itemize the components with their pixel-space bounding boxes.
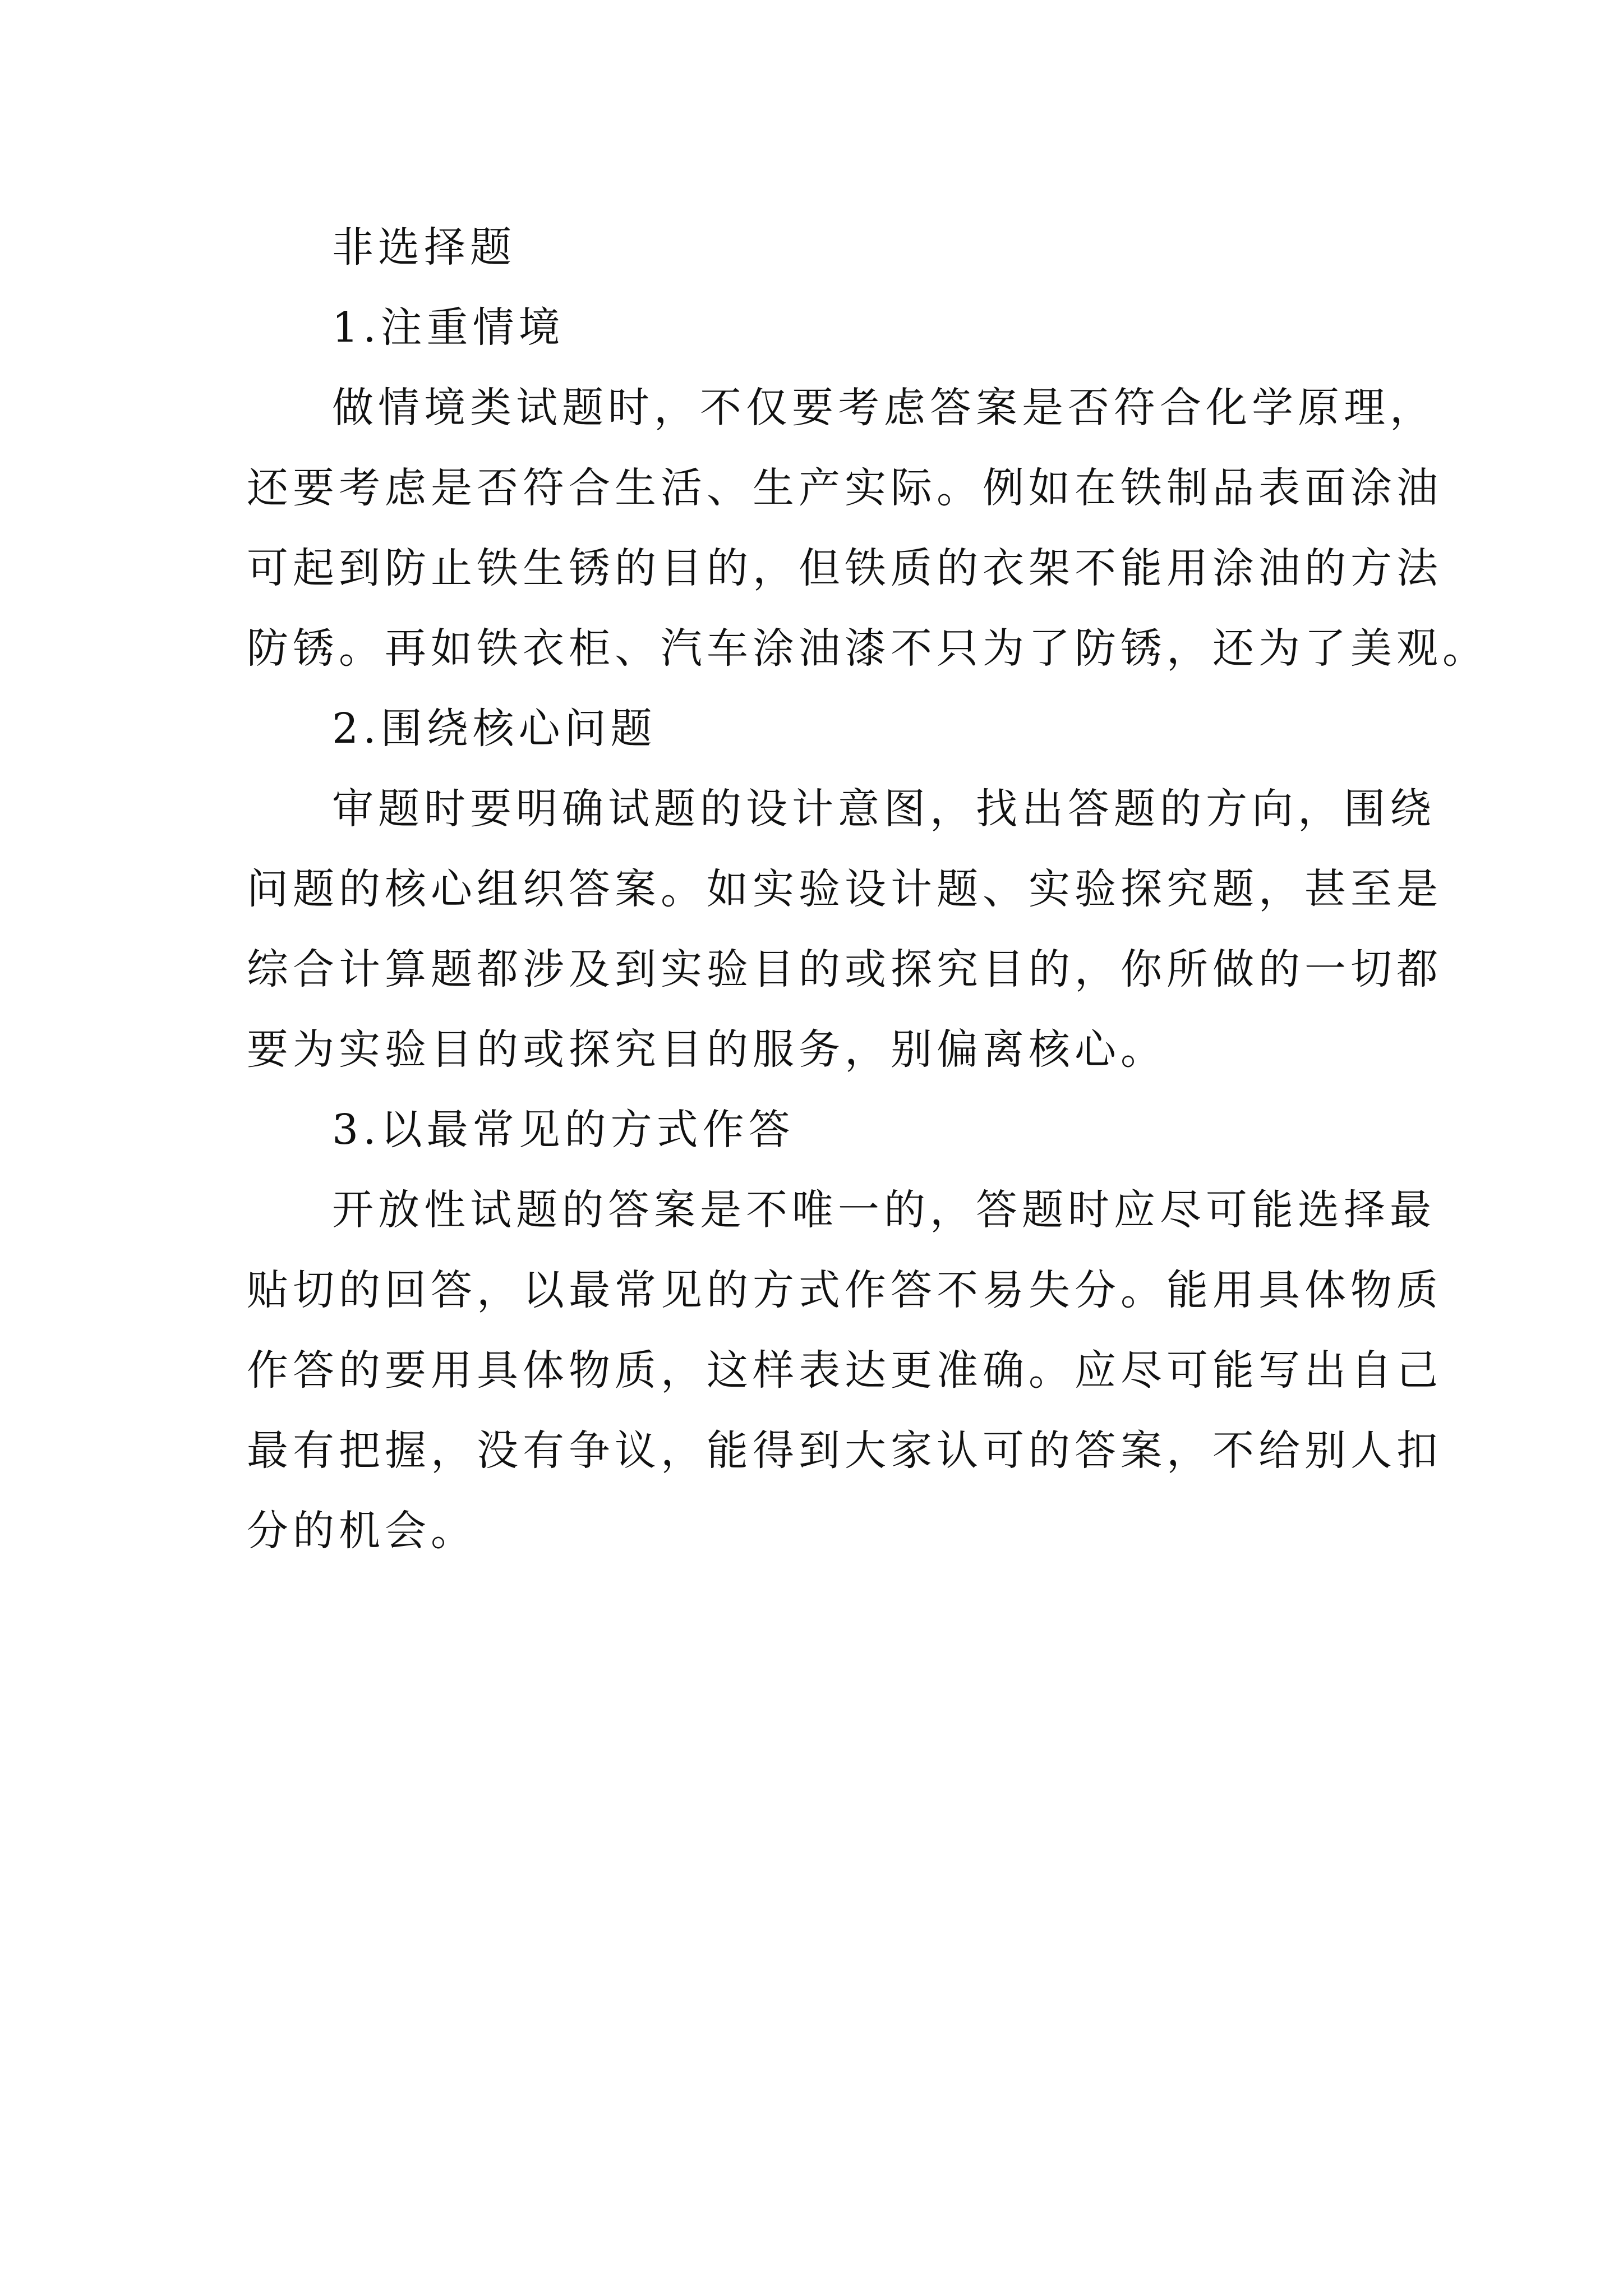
paragraph-2-line-2: 问题的核心组织答案。如实验设计题、实验探究题，甚至是 xyxy=(247,865,1442,913)
heading-1: 1.注重情境 xyxy=(332,303,565,352)
paragraph-2-line-1: 审题时要明确试题的设计意图，找出答题的方向，围绕 xyxy=(332,785,1436,833)
paragraph-3-line-1: 开放性试题的答案是不唯一的，答题时应尽可能选择最 xyxy=(332,1186,1436,1234)
paragraph-2-line-3: 综合计算题都涉及到实验目的或探究目的，你所做的一切都 xyxy=(247,945,1442,993)
paragraph-1-line-3: 可起到防止铁生锈的目的，但铁质的衣架不能用涂油的方法 xyxy=(247,544,1442,592)
heading-3: 3.以最常见的方式作答 xyxy=(332,1106,795,1154)
section-title: 非选择题 xyxy=(332,223,516,272)
paragraph-1-line-1: 做情境类试题时，不仅要考虑答案是否符合化学原理， xyxy=(332,384,1436,432)
paragraph-3-line-2: 贴切的回答，以最常见的方式作答不易失分。能用具体物质 xyxy=(247,1266,1442,1314)
paragraph-1-line-2: 还要考虑是否符合生活、生产实际。例如在铁制品表面涂油 xyxy=(247,464,1442,512)
document-body xyxy=(247,208,1488,1571)
paragraph-3-line-4: 最有把握，没有争议，能得到大家认可的答案，不给别人扣 xyxy=(247,1427,1442,1475)
paragraph-3-line-5: 分的机会。 xyxy=(247,1507,477,1555)
paragraph-3-line-3: 作答的要用具体物质，这样表达更准确。应尽可能写出自己 xyxy=(247,1346,1442,1395)
paragraph-2-line-4: 要为实验目的或探究目的服务，别偏离核心。 xyxy=(247,1025,1166,1074)
paragraph-1-line-4: 防锈。再如铁衣柜、汽车涂油漆不只为了防锈，还为了美观。 xyxy=(247,624,1488,673)
heading-2: 2.围绕核心问题 xyxy=(332,705,657,753)
